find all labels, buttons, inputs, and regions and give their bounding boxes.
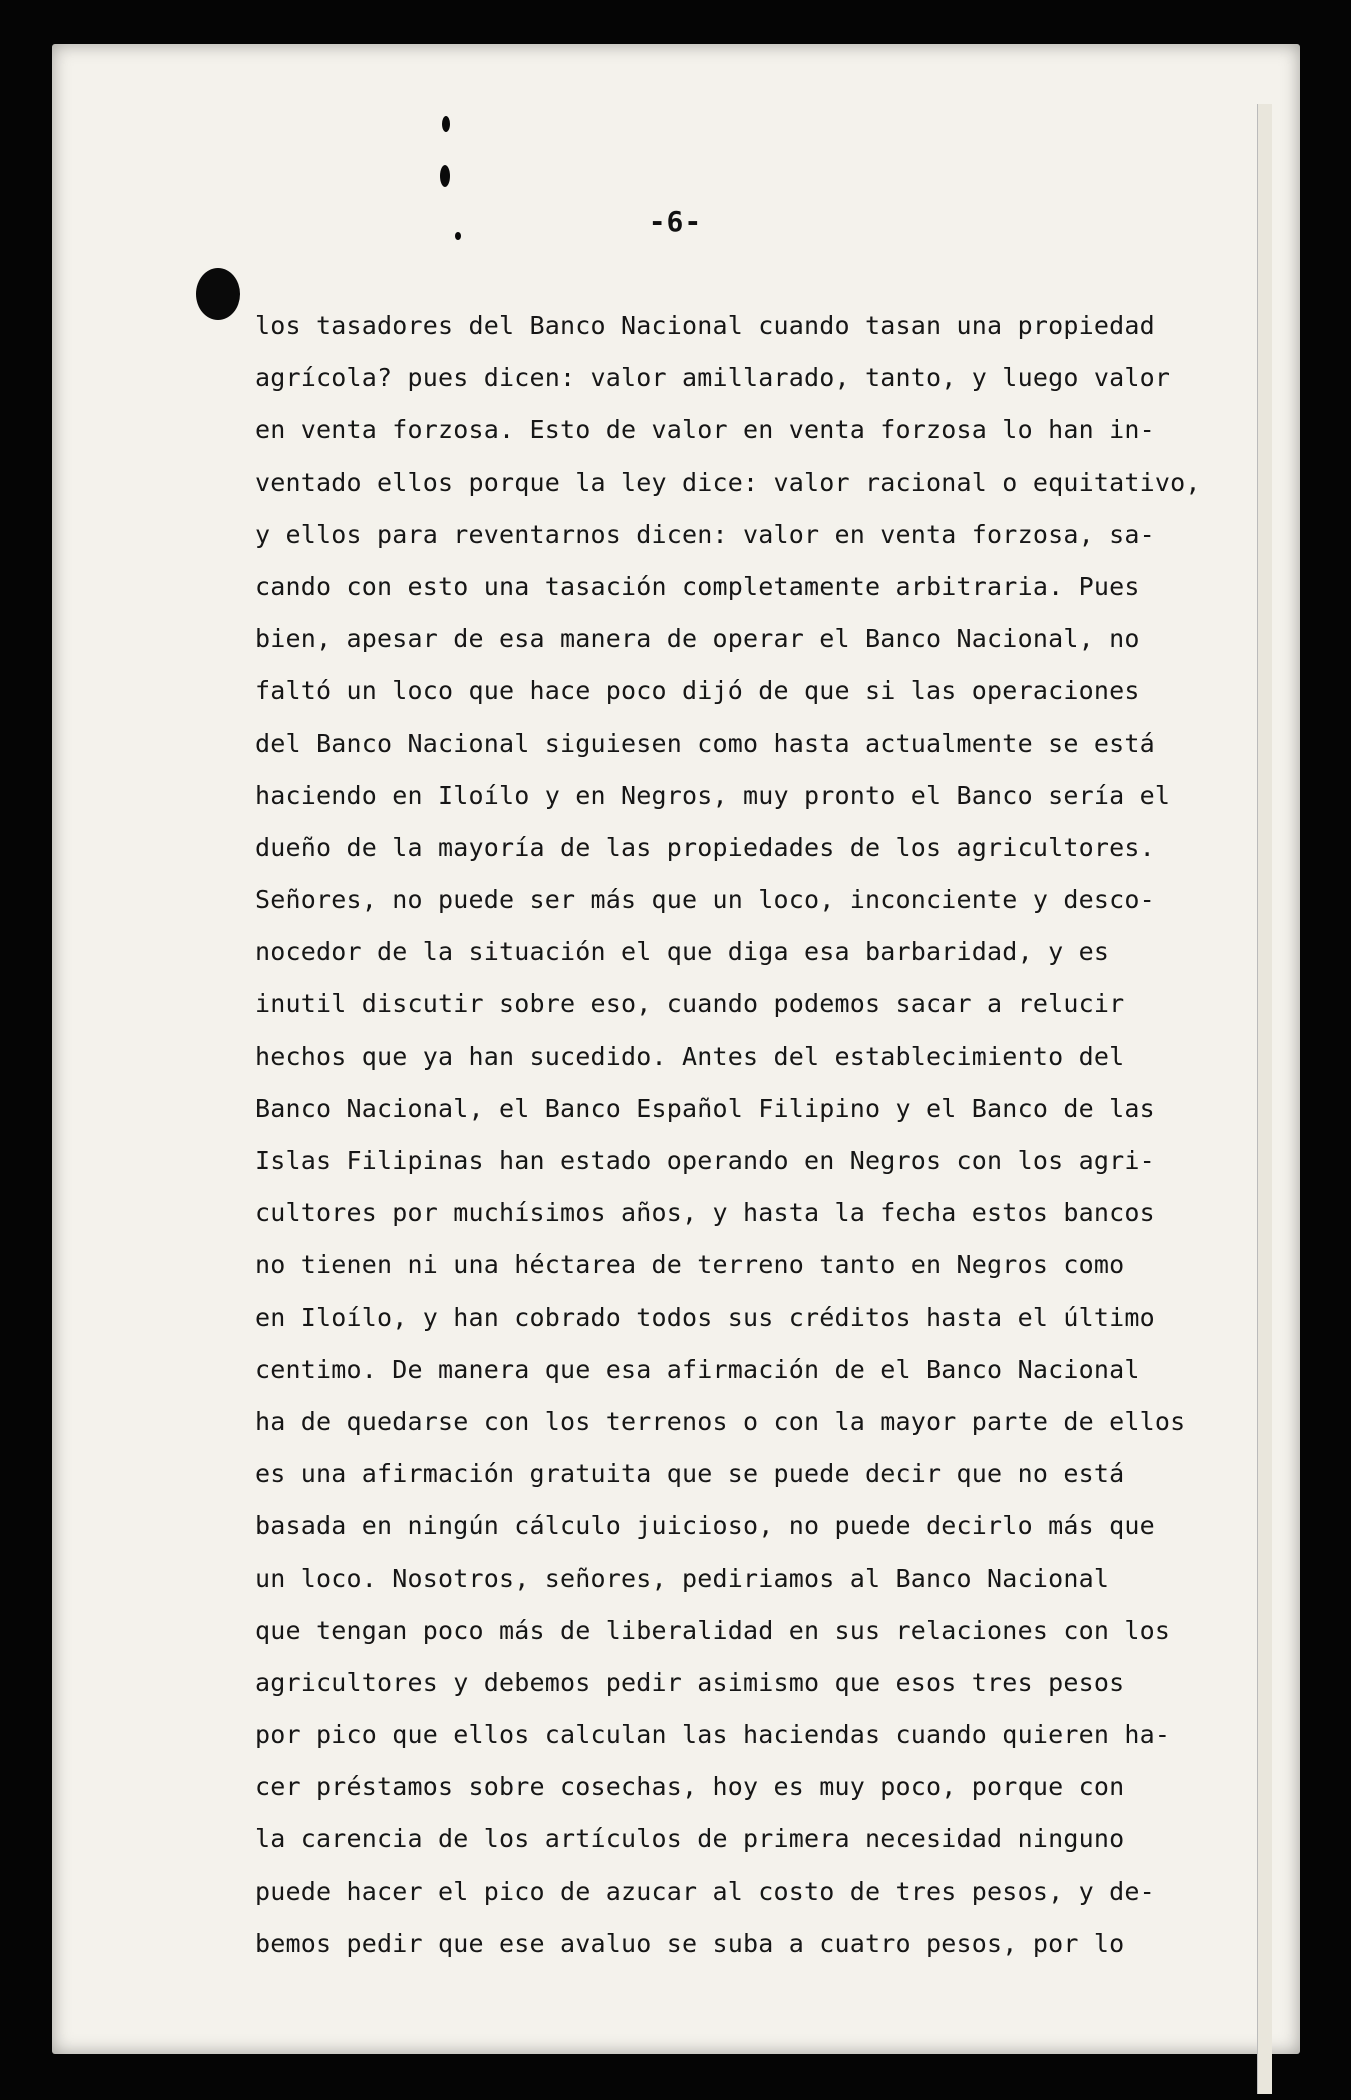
text-line: faltó un loco que hace poco dijó de que si las operaciones <box>255 676 1140 706</box>
text-line: la carencia de los artículos de primera necesidad ninguno <box>255 1824 1125 1854</box>
text-line: cultores por muchísimos años, y hasta la fecha estos bancos <box>255 1198 1155 1228</box>
text-line: dueño de la mayoría de las propiedades de los agricultores. <box>255 832 1155 862</box>
text-line: cer préstamos sobre cosechas, hoy es muy poco, porque con <box>255 1772 1125 1802</box>
text-line: Islas Filipinas han estado operando en Negros con los agri- <box>255 1146 1155 1175</box>
text-line: que tengan poco más de liberalidad en sus relaciones con los <box>255 1615 1171 1645</box>
document-body <box>255 300 1201 1970</box>
text-line: hechos que ya han sucedido. Antes del establecimiento del <box>255 1041 1125 1071</box>
text-line: los tasadores del Banco Nacional cuando tasan una propiedad <box>255 311 1155 340</box>
text-line: nocedor de la situación el que diga esa barbaridad, y es <box>255 937 1110 967</box>
ink-mark <box>442 116 450 132</box>
text-line: Señores, no puede ser más que un loco, inconciente y desco- <box>255 885 1155 915</box>
text-line: centimo. De manera que esa afirmación de el Banco Nacional <box>255 1354 1140 1384</box>
text-line: no tienen ni una héctarea de terreno tanto en Negros como <box>255 1250 1125 1280</box>
text-line: y ellos para reventarnos dicen: valor en venta forzosa, sa- <box>255 519 1155 549</box>
ink-mark <box>440 165 450 187</box>
text-line: bien, apesar de esa manera de operar el Banco Nacional, no <box>255 624 1140 654</box>
text-line: Banco Nacional, el Banco Español Filipino y el Banco de las <box>255 1093 1155 1123</box>
text-line: agricultores y debemos pedir asimismo que esos tres pesos <box>255 1667 1125 1697</box>
text-line: un loco. Nosotros, señores, pediriamos al Banco Nacional <box>255 1563 1110 1593</box>
text-line: haciendo en Iloílo y en Negros, muy pronto el Banco sería el <box>255 780 1171 810</box>
text-line: bemos pedir que ese avaluo se suba a cuatro pesos, por lo <box>255 1928 1125 1958</box>
text-line: del Banco Nacional siguiesen como hasta actualmente se está <box>255 728 1155 758</box>
text-line: basada en ningún cálculo juicioso, no puede decirlo más que <box>255 1511 1155 1541</box>
text-line: es una afirmación gratuita que se puede decir que no está <box>255 1459 1125 1489</box>
text-line: por pico que ellos calculan las haciendas cuando quieren ha- <box>255 1720 1171 1750</box>
text-line: inutil discutir sobre eso, cuando podemos sacar a relucir <box>255 989 1125 1019</box>
page-number: -6- <box>648 205 703 238</box>
text-line: agrícola? pues dicen: valor amillarado, tanto, y luego valor <box>255 363 1171 393</box>
text-line: ha de quedarse con los terrenos o con la mayor parte de ellos <box>255 1406 1186 1436</box>
text-line: en Iloílo, y han cobrado todos sus créditos hasta el último <box>255 1302 1155 1332</box>
punch-hole-mark <box>196 268 240 320</box>
text-line: cando con esto una tasación completamente arbitraria. Pues <box>255 571 1140 601</box>
text-line: puede hacer el pico de azucar al costo de tres pesos, y de- <box>255 1876 1155 1906</box>
text-line: ventado ellos porque la ley dice: valor racional o equitativo, <box>255 467 1201 497</box>
text-line: en venta forzosa. Esto de valor en venta forzosa lo han in- <box>255 415 1155 445</box>
page-edge <box>1257 104 1272 2094</box>
